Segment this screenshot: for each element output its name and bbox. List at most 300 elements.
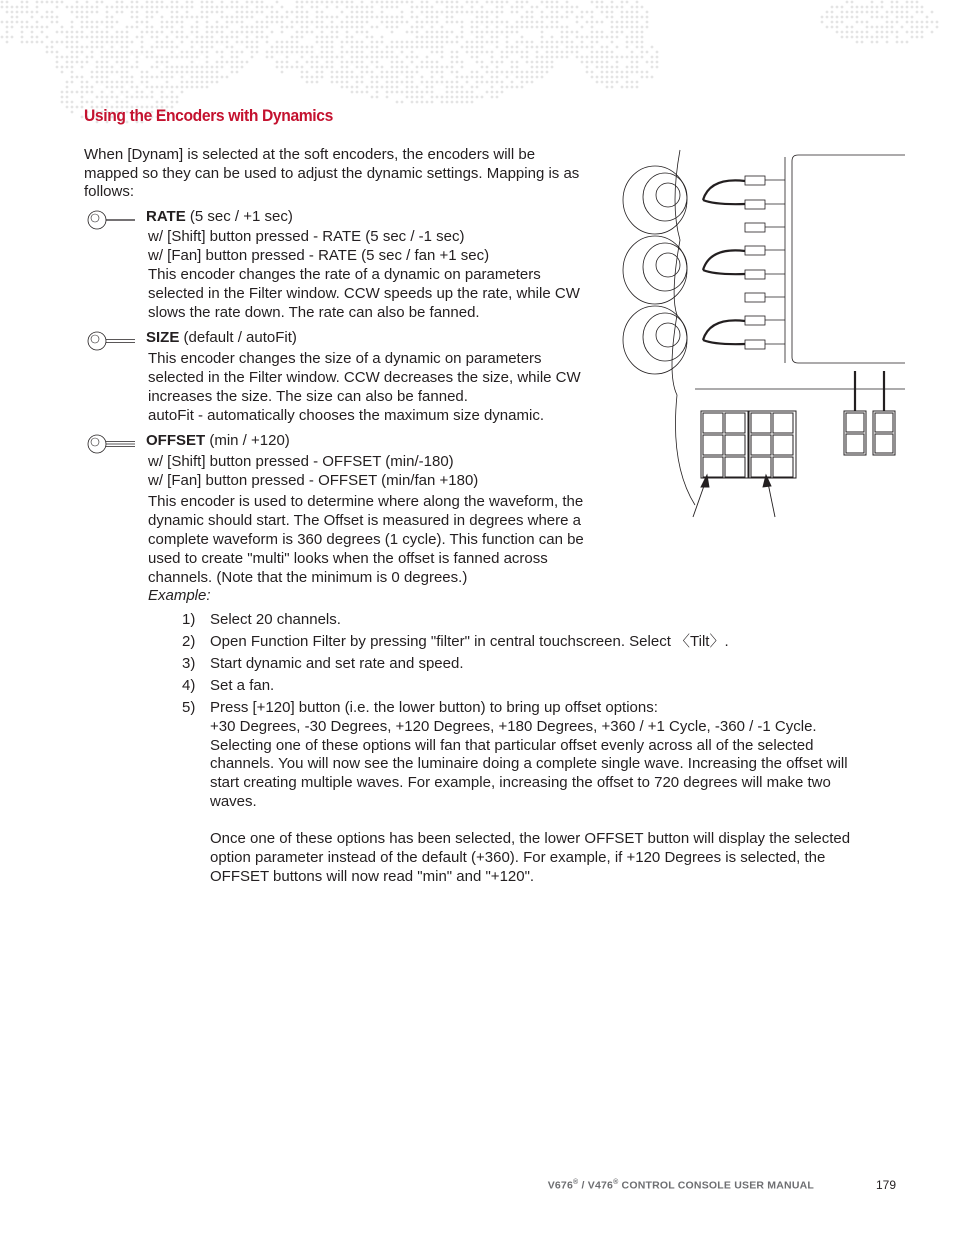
map-dot (501, 91, 504, 94)
map-dot (601, 51, 604, 54)
map-dot (536, 26, 539, 29)
map-dot (616, 46, 619, 49)
map-dot (96, 66, 99, 69)
map-dot (151, 66, 154, 69)
map-dot (141, 71, 144, 74)
map-dot (256, 46, 259, 49)
map-dot (496, 66, 499, 69)
map-dot (591, 16, 594, 19)
map-dot (836, 26, 839, 29)
map-dot (471, 31, 474, 34)
map-dot (596, 21, 599, 24)
map-dot (66, 36, 69, 39)
map-dot (501, 81, 504, 84)
encoder-knob-icon (87, 330, 143, 352)
map-dot (151, 6, 154, 9)
map-dot (181, 66, 184, 69)
map-dot (846, 16, 849, 19)
map-dot (476, 96, 479, 99)
map-dot (126, 76, 129, 79)
map-dot (546, 16, 549, 19)
map-dot (171, 51, 174, 54)
map-dot (591, 51, 594, 54)
map-dot (201, 46, 204, 49)
map-dot (566, 16, 569, 19)
map-dot (901, 6, 904, 9)
map-dot (116, 51, 119, 54)
map-dot (836, 21, 839, 24)
map-dot (921, 6, 924, 9)
map-dot (56, 6, 59, 9)
map-dot (476, 31, 479, 34)
map-dot (126, 51, 129, 54)
map-dot (286, 61, 289, 64)
map-dot (66, 41, 69, 44)
map-dot (636, 31, 639, 34)
map-dot (246, 11, 249, 14)
map-dot (841, 36, 844, 39)
map-dot (241, 66, 244, 69)
map-dot (191, 6, 194, 9)
map-dot (631, 16, 634, 19)
map-dot (531, 76, 534, 79)
map-dot (871, 16, 874, 19)
map-dot (906, 6, 909, 9)
map-dot (436, 61, 439, 64)
map-dot (906, 16, 909, 19)
map-dot (481, 66, 484, 69)
map-dot (346, 21, 349, 24)
map-dot (71, 26, 74, 29)
map-dot (566, 1, 569, 4)
map-dot (651, 61, 654, 64)
map-dot (376, 41, 379, 44)
map-dot (91, 56, 94, 59)
map-dot (121, 61, 124, 64)
map-dot (181, 71, 184, 74)
map-dot (66, 56, 69, 59)
map-dot (156, 66, 159, 69)
map-dot (66, 106, 69, 109)
map-dot (301, 76, 304, 79)
map-dot (226, 6, 229, 9)
map-dot (451, 11, 454, 14)
map-dot (401, 11, 404, 14)
map-dot (316, 81, 319, 84)
map-dot (901, 26, 904, 29)
map-dot (246, 26, 249, 29)
map-dot (151, 51, 154, 54)
map-dot (616, 56, 619, 59)
map-dot (301, 46, 304, 49)
map-dot (151, 96, 154, 99)
map-dot (601, 66, 604, 69)
map-dot (376, 26, 379, 29)
map-dot (456, 6, 459, 9)
map-dot (496, 91, 499, 94)
map-dot (21, 31, 24, 34)
map-dot (566, 46, 569, 49)
map-dot (551, 51, 554, 54)
map-dot (246, 61, 249, 64)
map-dot (246, 6, 249, 9)
map-dot (236, 56, 239, 59)
map-dot (431, 66, 434, 69)
map-dot (101, 61, 104, 64)
map-dot (91, 41, 94, 44)
map-dot (396, 26, 399, 29)
map-dot (1, 1, 4, 4)
map-dot (76, 31, 79, 34)
map-dot (626, 86, 629, 89)
map-dot (51, 1, 54, 4)
map-dot (496, 6, 499, 9)
map-dot (301, 56, 304, 59)
map-dot (356, 56, 359, 59)
map-dot (96, 31, 99, 34)
map-dot (656, 61, 659, 64)
map-dot (451, 1, 454, 4)
map-dot (51, 16, 54, 19)
map-dot (396, 91, 399, 94)
map-dot (81, 106, 84, 109)
map-dot (311, 21, 314, 24)
map-dot (441, 46, 444, 49)
map-dot (536, 76, 539, 79)
map-dot (431, 81, 434, 84)
map-dot (441, 56, 444, 59)
map-dot (276, 46, 279, 49)
map-dot (116, 11, 119, 14)
map-dot (281, 71, 284, 74)
map-dot (526, 81, 529, 84)
map-dot (346, 31, 349, 34)
map-dot (11, 6, 14, 9)
map-dot (841, 6, 844, 9)
map-dot (416, 21, 419, 24)
map-dot (106, 56, 109, 59)
map-dot (416, 46, 419, 49)
map-dot (866, 6, 869, 9)
map-dot (316, 76, 319, 79)
map-dot (196, 21, 199, 24)
map-dot (176, 56, 179, 59)
map-dot (626, 16, 629, 19)
map-dot (281, 21, 284, 24)
map-dot (86, 1, 89, 4)
map-dot (286, 51, 289, 54)
map-dot (546, 6, 549, 9)
map-dot (321, 76, 324, 79)
map-dot (911, 6, 914, 9)
map-dot (101, 91, 104, 94)
map-dot (601, 56, 604, 59)
map-dot (341, 56, 344, 59)
map-dot (521, 76, 524, 79)
map-dot (496, 61, 499, 64)
map-dot (276, 11, 279, 14)
map-dot (351, 36, 354, 39)
map-dot (121, 76, 124, 79)
map-dot (426, 91, 429, 94)
map-dot (301, 6, 304, 9)
map-dot (336, 36, 339, 39)
map-dot (486, 81, 489, 84)
map-dot (366, 56, 369, 59)
map-dot (161, 46, 164, 49)
map-dot (421, 46, 424, 49)
map-dot (321, 46, 324, 49)
map-dot (176, 31, 179, 34)
map-dot (476, 71, 479, 74)
map-dot (71, 56, 74, 59)
map-dot (191, 51, 194, 54)
map-dot (81, 91, 84, 94)
map-dot (241, 21, 244, 24)
map-dot (591, 61, 594, 64)
map-dot (336, 76, 339, 79)
map-dot (216, 61, 219, 64)
map-dot (471, 26, 474, 29)
map-dot (156, 1, 159, 4)
map-dot (101, 66, 104, 69)
map-dot (596, 76, 599, 79)
map-dot (351, 51, 354, 54)
map-dot (106, 71, 109, 74)
map-dot (541, 21, 544, 24)
map-dot (76, 16, 79, 19)
map-dot (261, 31, 264, 34)
map-dot (236, 61, 239, 64)
map-dot (846, 36, 849, 39)
map-dot (326, 61, 329, 64)
map-dot (201, 51, 204, 54)
map-dot (441, 41, 444, 44)
map-dot (491, 96, 494, 99)
map-dot (416, 101, 419, 104)
map-dot (446, 1, 449, 4)
map-dot (191, 81, 194, 84)
map-dot (181, 51, 184, 54)
map-dot (301, 71, 304, 74)
map-dot (456, 96, 459, 99)
map-dot (416, 56, 419, 59)
map-dot (456, 101, 459, 104)
map-dot (586, 36, 589, 39)
map-dot (296, 41, 299, 44)
map-dot (581, 41, 584, 44)
map-dot (606, 66, 609, 69)
map-dot (361, 81, 364, 84)
map-dot (226, 41, 229, 44)
map-dot (471, 6, 474, 9)
map-dot (61, 91, 64, 94)
map-dot (171, 76, 174, 79)
map-dot (586, 71, 589, 74)
map-dot (131, 26, 134, 29)
map-dot (481, 16, 484, 19)
map-dot (236, 51, 239, 54)
map-dot (451, 86, 454, 89)
map-dot (341, 71, 344, 74)
map-dot (386, 51, 389, 54)
map-dot (276, 16, 279, 19)
map-dot (176, 46, 179, 49)
map-dot (631, 26, 634, 29)
map-dot (856, 41, 859, 44)
map-dot (916, 1, 919, 4)
map-dot (921, 26, 924, 29)
map-dot (371, 6, 374, 9)
map-dot (331, 46, 334, 49)
map-dot (11, 11, 14, 14)
map-dot (211, 81, 214, 84)
map-dot (151, 31, 154, 34)
map-dot (101, 41, 104, 44)
map-dot (521, 51, 524, 54)
map-dot (206, 81, 209, 84)
map-dot (461, 66, 464, 69)
map-dot (541, 16, 544, 19)
map-dot (121, 71, 124, 74)
map-dot (391, 66, 394, 69)
map-dot (391, 6, 394, 9)
map-dot (121, 31, 124, 34)
map-dot (151, 91, 154, 94)
map-dot (166, 21, 169, 24)
map-dot (526, 46, 529, 49)
map-dot (251, 56, 254, 59)
map-dot (201, 71, 204, 74)
map-dot (561, 41, 564, 44)
map-dot (366, 46, 369, 49)
map-dot (561, 56, 564, 59)
map-dot (166, 81, 169, 84)
map-dot (411, 26, 414, 29)
map-dot (376, 91, 379, 94)
map-dot (76, 41, 79, 44)
map-dot (266, 6, 269, 9)
map-dot (566, 41, 569, 44)
map-dot (256, 1, 259, 4)
map-dot (131, 6, 134, 9)
map-dot (866, 36, 869, 39)
map-dot (531, 26, 534, 29)
map-dot (481, 76, 484, 79)
map-dot (141, 96, 144, 99)
map-dot (16, 11, 19, 14)
map-dot (371, 81, 374, 84)
map-dot (651, 76, 654, 79)
map-dot (236, 16, 239, 19)
map-dot (371, 96, 374, 99)
map-dot (101, 56, 104, 59)
map-dot (156, 61, 159, 64)
map-dot (421, 91, 424, 94)
map-dot (471, 41, 474, 44)
map-dot (511, 66, 514, 69)
map-dot (51, 11, 54, 14)
map-dot (86, 26, 89, 29)
map-dot (221, 1, 224, 4)
map-dot (91, 51, 94, 54)
map-dot (106, 16, 109, 19)
map-dot (331, 51, 334, 54)
map-dot (111, 71, 114, 74)
map-dot (361, 56, 364, 59)
map-dot (316, 16, 319, 19)
map-dot (601, 1, 604, 4)
map-dot (481, 11, 484, 14)
map-dot (521, 16, 524, 19)
map-dot (916, 31, 919, 34)
map-dot (606, 81, 609, 84)
map-dot (86, 46, 89, 49)
map-dot (236, 71, 239, 74)
map-dot (371, 56, 374, 59)
map-dot (61, 96, 64, 99)
map-dot (466, 1, 469, 4)
map-dot (81, 81, 84, 84)
map-dot (191, 16, 194, 19)
map-dot (21, 6, 24, 9)
map-dot (436, 36, 439, 39)
map-dot (471, 76, 474, 79)
map-dot (346, 86, 349, 89)
map-dot (361, 21, 364, 24)
map-dot (611, 31, 614, 34)
map-dot (391, 1, 394, 4)
map-dot (506, 56, 509, 59)
map-dot (611, 81, 614, 84)
map-dot (581, 16, 584, 19)
map-dot (101, 1, 104, 4)
map-dot (486, 66, 489, 69)
map-dot (126, 46, 129, 49)
map-dot (136, 96, 139, 99)
map-dot (396, 101, 399, 104)
map-dot (476, 11, 479, 14)
map-dot (271, 31, 274, 34)
map-dot (926, 26, 929, 29)
map-dot (451, 101, 454, 104)
map-dot (166, 56, 169, 59)
map-dot (466, 76, 469, 79)
map-dot (261, 26, 264, 29)
map-dot (536, 46, 539, 49)
map-dot (531, 16, 534, 19)
map-dot (36, 6, 39, 9)
map-dot (116, 71, 119, 74)
map-dot (91, 26, 94, 29)
map-dot (396, 1, 399, 4)
map-dot (501, 51, 504, 54)
map-dot (286, 56, 289, 59)
map-dot (121, 81, 124, 84)
map-dot (161, 76, 164, 79)
map-dot (81, 96, 84, 99)
map-dot (361, 41, 364, 44)
map-dot (436, 21, 439, 24)
map-dot (116, 81, 119, 84)
map-dot (1, 6, 4, 9)
map-dot (606, 36, 609, 39)
map-dot (301, 36, 304, 39)
map-dot (936, 21, 939, 24)
map-dot (471, 11, 474, 14)
map-dot (191, 46, 194, 49)
map-dot (206, 6, 209, 9)
